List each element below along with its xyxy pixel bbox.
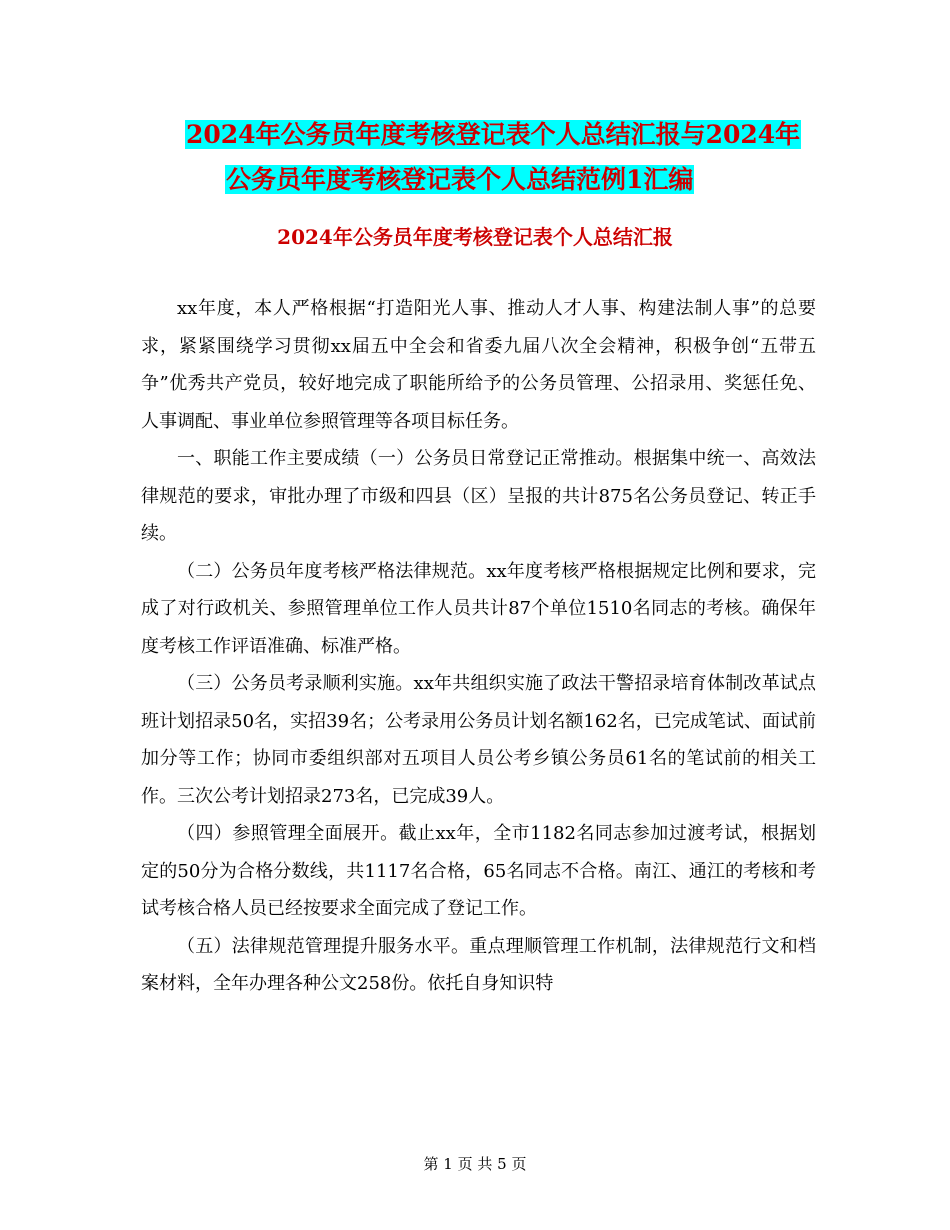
title-line-2 (225, 157, 840, 202)
paragraph-section-2: （二）公务员年度考核严格法律规范。xx年度考核严格根据规定比例和要求，完成了对行政机关、参照管理单位工作人员共计87个单位1510名同志的考核。确保年度考核工作评语准确、标准严格。 (141, 560, 816, 657)
paragraph-section-5: （五）法律规范管理提升服务水平。重点理顺管理工作机制，法律规范行文和档案材料，全年办理各种公文258份。依托自身知识特 (141, 935, 816, 994)
title-line-1-text: 2024年公务员年度考核登记表个人总结汇报与2024年 (186, 120, 801, 149)
paragraph-section-3: （三）公务员考录顺利实施。xx年共组织实施了政法干警招录培育体制改革试点班计划招录50名，实招39名；公考录用公务员计划名额162名，已完成笔试、面试前加分等工作；协同市委组织部对五项目人员公考乡镇公务员61名的笔试前的相关工作。三次公考计划招录273名，已完成39人。 (141, 673, 816, 807)
title-line-1 (185, 112, 840, 157)
section-title: 2024年公务员年度考核登记表个人总结汇报 (277, 225, 673, 249)
page-number-footer: 第 1 页 共 5 页 (423, 1155, 527, 1173)
paragraph-section-4: （四）参照管理全面展开。截止xx年，全市1182名同志参加过渡考试，根据划定的50分为合格分数线，共1117名合格，65名同志不合格。南江、通江的考核和考试考核合格人员已经按要求全面完成了登记工作。 (141, 823, 816, 919)
title-line-2-text: 公务员年度考核登记表个人总结范例1汇编 (226, 165, 694, 194)
paragraph-section-1: 一、职能工作主要成绩（一）公务员日常登记正常推动。根据集中统一、高效法律规范的要求，审批办理了市级和四县（区）呈报的共计875名公务员登记、转正手续。 (141, 448, 816, 544)
paragraph-intro: xx年度，本人严格根据“打造阳光人事、推动人才人事、构建法制人事”的总要求，紧紧围绕学习贯彻xx届五中全会和省委九届八次全会精神，积极争创“五带五争”优秀共产党员，较好地完成了职能所给予的公务员管理、公招录用、奖惩任免、人事调配、事业单位参照管理等各项目标任务。 (141, 298, 816, 432)
body-text (141, 290, 816, 1003)
document-title (140, 112, 840, 202)
